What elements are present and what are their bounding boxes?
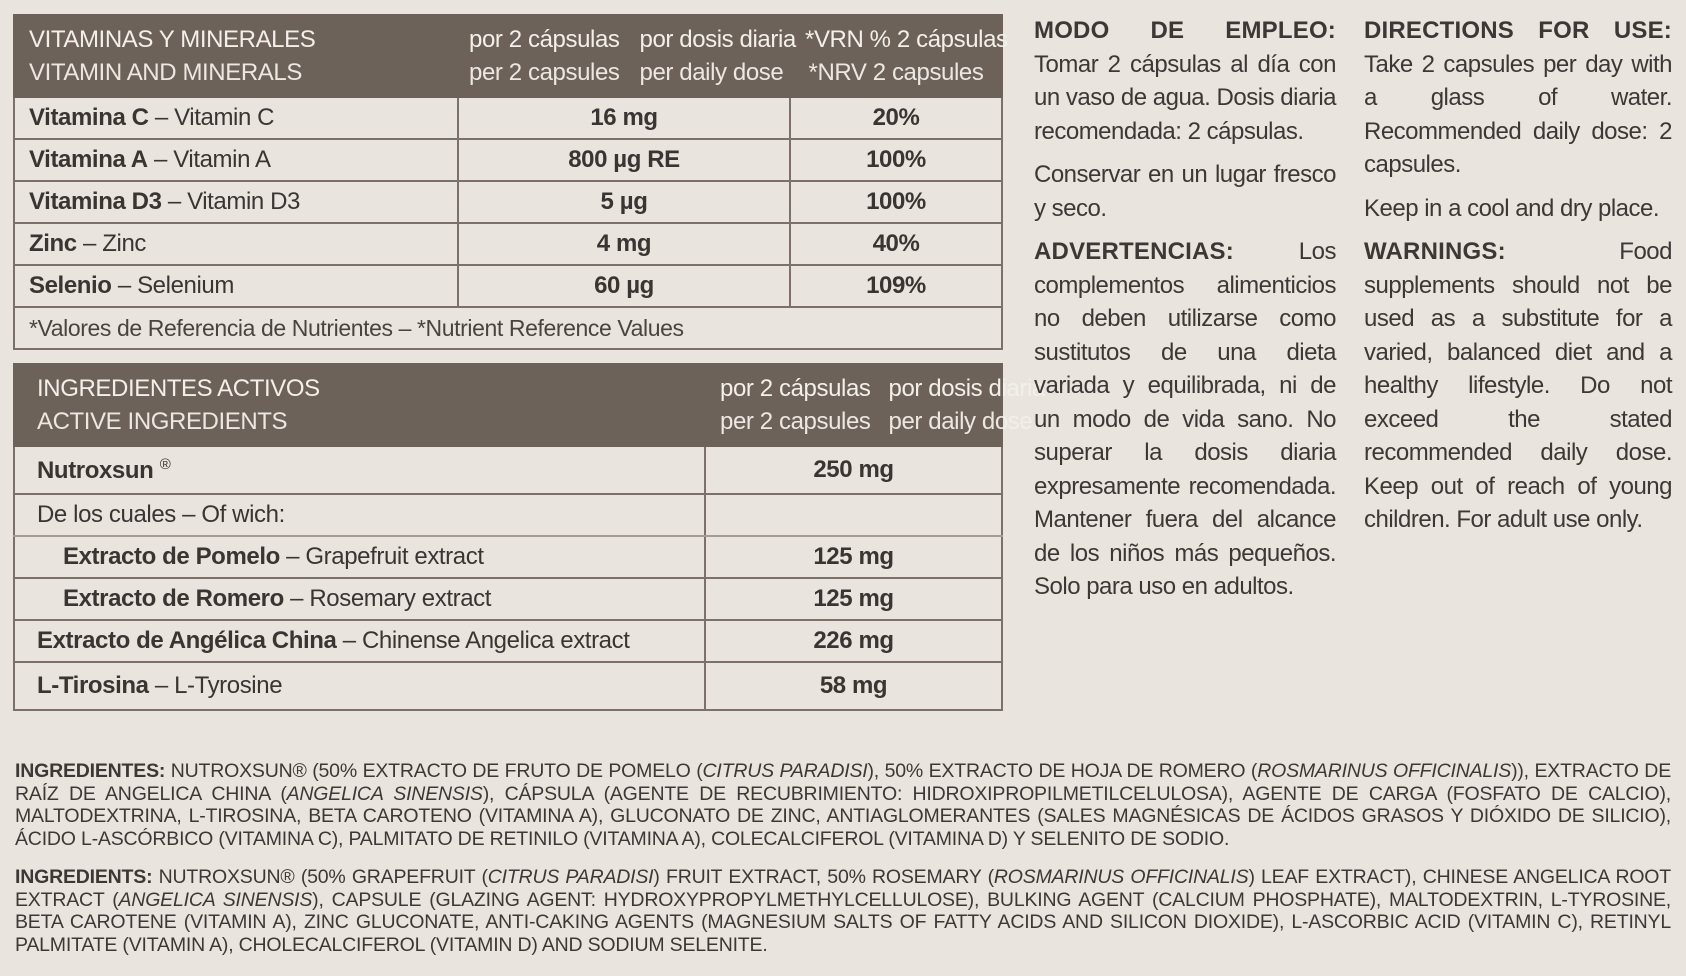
table-row: Extracto de Pomelo – Grapefruit extract 125 mg xyxy=(14,536,1002,578)
table-row: Vitamina C – Vitamin C 16 mg 20% xyxy=(14,97,1002,139)
vitamins-table xyxy=(13,14,1008,350)
table-row: Extracto de Romero – Rosemary extract 125 mg xyxy=(14,578,1002,620)
storage-en: Keep in a cool and dry place. xyxy=(1364,194,1660,222)
table-row: Nutroxsun ® 250 mg xyxy=(14,446,1002,494)
ingredients-spanish: INGREDIENTES: NUTROXSUN® (50% EXTRACTO DE FRUTO DE POMELO (CITRUS PARADISI), 50% EXTRACTO DE HOJA DE ROMERO (ROSMARINUS OFFICINALIS)), EXTRACTO DE RAÍZ DE ANGELICA CHINA (ANGELICA SINENSIS), CÁPSULA (AGENTE DE RECUBRIMIENTO: HIDROXIPROPILMETILCELULOSA), AGENTE DE CARGA (FOSFATO DE CALCIO), MALTODEXTRINA, L-TIROSINA, BETA CAROTENO (VITAMINA A), GLUCONATO DE ZINC, ANTIAGLOMERANTES (SALES MAGNÉSICAS DE ÁCIDOS GRASOS Y DIÓXIDO DE SILICIO), ÁCIDO L-ASCÓRBICO (VITAMINA C), PALMITATO DE RETINILO (VITAMINA A), COLECALCIFEROL (VITAMINA D) Y SELENITO DE SODIO. xyxy=(15,760,1671,850)
warnings-en: WARNINGS: Food supplements should not be used as a substitute for a varied, balanced diet and a healthy lifestyle. Do not exceed the stated recommended daily dose. Keep out of reach of young children. For adult use only. xyxy=(1364,238,1672,533)
table-row: Selenio – Selenium 60 µg 109% xyxy=(14,265,1002,307)
vitamins-amount-header: por 2 cápsulas per 2 capsules por dosis diaria per daily dose xyxy=(458,15,790,97)
directions-es: MODO DE EMPLEO: Tomar 2 cápsulas al día con un vaso de agua. Dosis diaria recomendada: 2 cápsulas. xyxy=(1034,17,1336,145)
vitamins-header-row xyxy=(14,15,1002,97)
warnings-es: ADVERTENCIAS: Los complementos alimenticios no deben utilizarse como sustitutos de una dieta variada y equilibrada, ni de un modo de vida sano. No superar la dosis diaria expresamente recomendada. Mantener fuera del alcance de los niños más pequeños. Solo para uso en adultos. xyxy=(1034,238,1336,600)
directions-en: DIRECTIONS FOR USE: Take 2 capsules per day with a glass of water. Recommended daily dose: 2 capsules. xyxy=(1364,17,1672,178)
table-row: Vitamina A – Vitamin A 800 µg RE 100% xyxy=(14,139,1002,181)
active-amount-header: por 2 cápsulas per 2 capsules por dosis diaria per daily dose xyxy=(705,364,1002,446)
storage-es: Conservar en un lugar fresco y seco. xyxy=(1034,161,1336,222)
vitamins-nrv-header: *VRN % 2 cápsulas *NRV 2 capsules xyxy=(790,15,1002,97)
table-row: De los cuales – Of wich: xyxy=(14,494,1002,536)
table-row: Vitamina D3 – Vitamin D3 5 µg 100% xyxy=(14,181,1002,223)
table-row: Zinc – Zinc 4 mg 40% xyxy=(14,223,1002,265)
table-row: Extracto de Angélica China – Chinense Angelica extract 226 mg xyxy=(14,620,1002,662)
active-title: INGREDIENTES ACTIVOS ACTIVE INGREDIENTS xyxy=(14,364,705,446)
nrv-footnote-row xyxy=(14,307,1002,349)
active-ingredients-table xyxy=(13,363,1045,711)
nrv-footnote: *Valores de Referencia de Nutrientes – *Nutrient Reference Values xyxy=(14,307,1002,349)
usage-text-english xyxy=(1364,14,1672,547)
table-row: L-Tirosina – L-Tyrosine 58 mg xyxy=(14,662,1002,710)
ingredients-english: INGREDIENTS: NUTROXSUN® (50% GRAPEFRUIT (CITRUS PARADISI) FRUIT EXTRACT, 50% ROSEMARY (ROSMARINUS OFFICINALIS) LEAF EXTRACT), CHINESE ANGELICA ROOT EXTRACT (ANGELICA SINENSIS), CAPSULE (GLAZING AGENT: HYDROXYPROPYLMETHYLCELLULOSE), BULKING AGENT (CALCIUM PHOSPHATE), MALTODEXTRIN, L-TYROSINE, BETA CAROTENE (VITAMIN A), ZINC GLUCONATE, ANTI-CAKING AGENTS (MAGNESIUM SALTS OF FATTY ACIDS AND SILICON DIOXIDE), L-ASCORBIC ACID (VITAMIN C), RETINYL PALMITATE (VITAMIN A), CHOLECALCIFEROL (VITAMIN D) AND SODIUM SELENITE. xyxy=(15,866,1672,956)
usage-text-spanish xyxy=(1034,14,1336,614)
active-header-row xyxy=(14,364,1002,446)
vitamins-title: VITAMINAS Y MINERALES VITAMIN AND MINERALS xyxy=(14,15,458,97)
